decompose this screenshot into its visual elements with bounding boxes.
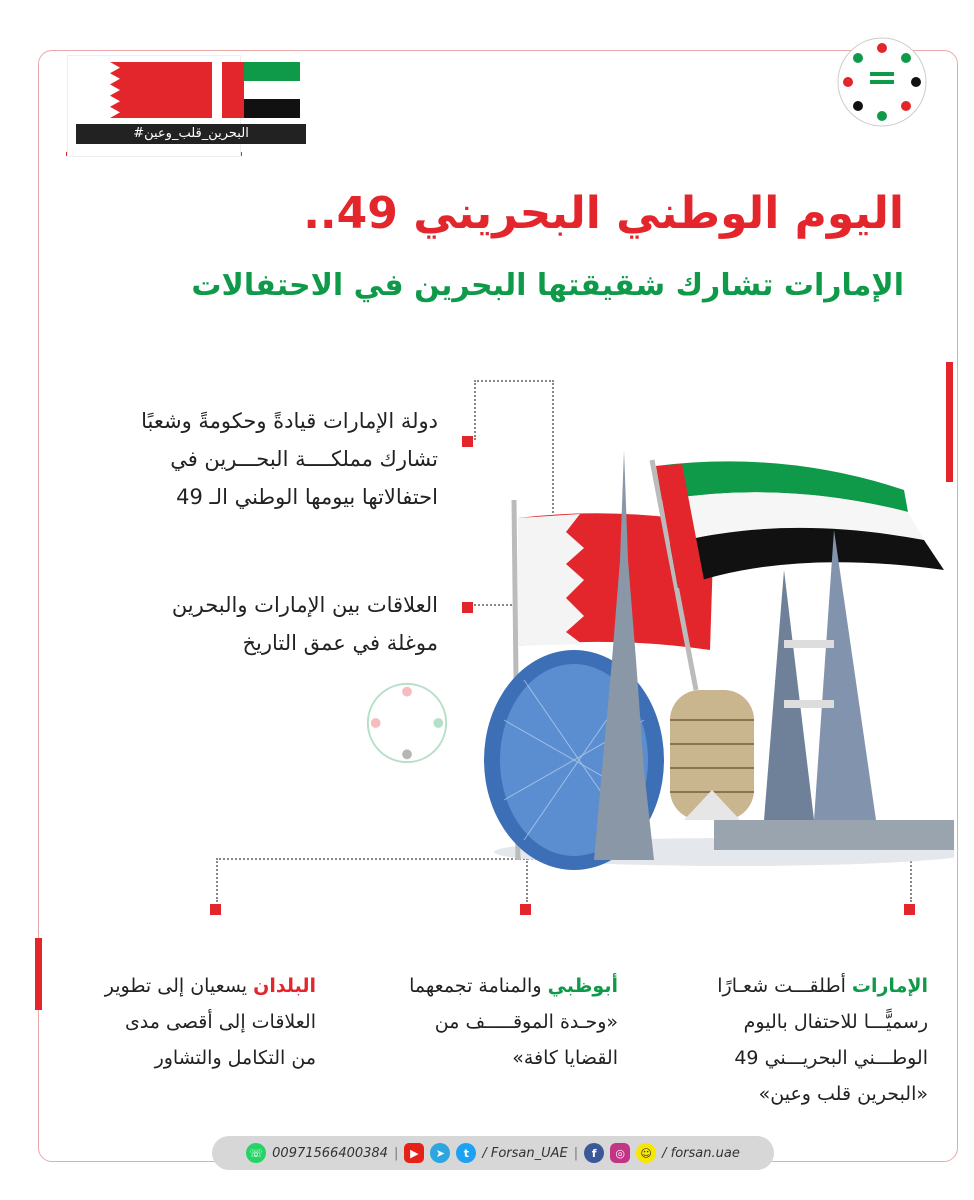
text-line: القضايا كافة» bbox=[512, 1047, 618, 1069]
highlight-word: أبوظبي bbox=[547, 975, 618, 997]
text-line bbox=[688, 968, 928, 1004]
connector-line bbox=[474, 380, 476, 440]
text-line-rest: والمنامة تجمعهما bbox=[409, 975, 548, 997]
bullet-marker bbox=[520, 904, 531, 915]
text-line: موغلة في عمق التاريخ bbox=[242, 631, 438, 655]
social-bar bbox=[212, 1136, 774, 1170]
text-line bbox=[56, 968, 316, 1004]
bahrain-flag bbox=[76, 62, 212, 118]
bottom-text-1 bbox=[688, 968, 928, 1112]
text-line: الوطـــني البحريـــني 49 bbox=[734, 1047, 928, 1069]
text-line: «البحرين قلب وعين» bbox=[758, 1083, 928, 1105]
page-subtitle: الإمارات تشارك شقيقتها البحرين في الاحتفالات bbox=[191, 268, 904, 303]
snapchat-icon[interactable]: ☺ bbox=[636, 1143, 656, 1163]
text-line: العلاقات بين الإمارات والبحرين bbox=[171, 593, 438, 617]
point-2-text bbox=[58, 586, 438, 662]
instagram-icon[interactable]: ◎ bbox=[610, 1143, 630, 1163]
whatsapp-icon[interactable]: ☏ bbox=[246, 1143, 266, 1163]
text-line: احتفالاتها بيومها الوطني الـ 49 bbox=[176, 485, 438, 509]
separator: | bbox=[393, 1145, 399, 1161]
text-line bbox=[358, 968, 618, 1004]
highlight-word: البلدان bbox=[253, 975, 316, 997]
telegram-icon[interactable]: ➤ bbox=[430, 1143, 450, 1163]
uae-flag bbox=[222, 62, 300, 118]
phone-number[interactable]: 00971566400384 bbox=[272, 1145, 388, 1161]
bullet-marker bbox=[462, 436, 473, 447]
forsan-logo bbox=[836, 36, 928, 128]
separator: | bbox=[573, 1145, 579, 1161]
bottom-text-3 bbox=[56, 968, 316, 1076]
landmarks-illustration bbox=[484, 440, 954, 870]
point-1-text bbox=[58, 402, 438, 516]
twitter-icon[interactable]: t bbox=[456, 1143, 476, 1163]
text-line: رسميًّـــا للاحتفال باليوم bbox=[743, 1011, 928, 1033]
bullet-marker bbox=[462, 602, 473, 613]
connector-line bbox=[216, 858, 218, 902]
bullet-marker bbox=[904, 904, 915, 915]
bottom-text-2 bbox=[358, 968, 618, 1076]
page-title: اليوم الوطني البحريني 49.. bbox=[303, 188, 904, 239]
social-handle[interactable]: / forsan.uae bbox=[662, 1145, 740, 1161]
text-line: العلاقات إلى أقصى مدى bbox=[124, 1011, 316, 1033]
text-line: دولة الإمارات قيادةً وحكومةً وشعبًا bbox=[141, 409, 438, 433]
text-line: من التكامل والتشاور bbox=[154, 1047, 316, 1069]
text-line-rest: يسعيان إلى تطوير bbox=[104, 975, 254, 997]
flags-panel bbox=[68, 56, 249, 156]
social-handle[interactable]: / Forsan_UAE bbox=[482, 1145, 568, 1161]
connector-line bbox=[474, 380, 554, 382]
frame-accent-left bbox=[35, 938, 42, 1010]
text-line: «وحـدة الموقـــــف من bbox=[434, 1011, 618, 1033]
highlight-word: الإمارات bbox=[851, 975, 928, 997]
facebook-icon[interactable]: f bbox=[584, 1143, 604, 1163]
bullet-marker bbox=[210, 904, 221, 915]
watermark-logo bbox=[362, 678, 452, 768]
youtube-icon[interactable]: ▶ bbox=[404, 1143, 424, 1163]
text-line: تشارك مملكــــة البحـــرين في bbox=[170, 447, 438, 471]
text-line-rest: أطلقـــت شعـارًا bbox=[717, 975, 852, 997]
hashtag-label: #البحرين_قلب_وعين bbox=[76, 124, 306, 144]
